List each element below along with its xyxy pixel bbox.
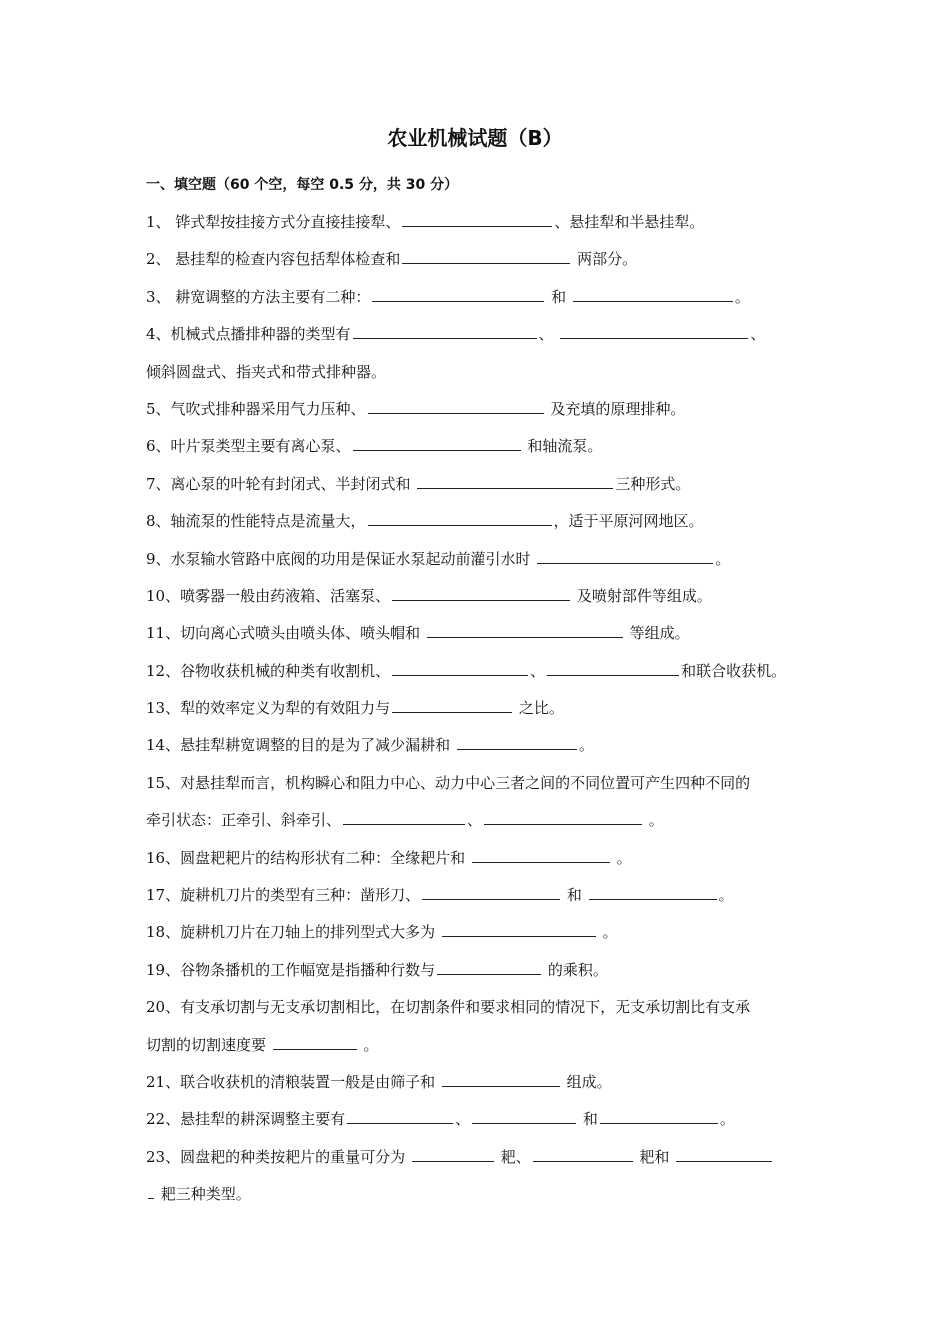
answer-blank[interactable] (589, 883, 717, 900)
question-text: 2、 悬挂犁的检查内容包括犁体检查和 (146, 250, 401, 269)
answer-blank[interactable] (547, 659, 679, 676)
answer-blank[interactable] (560, 322, 748, 339)
answer-blank[interactable] (457, 733, 577, 750)
answer-blank[interactable] (148, 1182, 154, 1199)
question-text: 、 (455, 1110, 471, 1129)
answer-blank[interactable] (402, 210, 552, 227)
question-text: 18、旋耕机刀片在刀轴上的排列型式大多为 (146, 923, 440, 942)
question-line (146, 210, 818, 247)
question-text: 19、谷物条播机的工作幅宽是指播种行数与 (146, 960, 436, 979)
question-text: 切割的切割速度要 (146, 1035, 271, 1054)
section-heading: 一、填空题（60 个空，每空 0.5 分，共 30 分） (146, 177, 459, 193)
answer-blank[interactable] (368, 397, 544, 414)
answer-blank[interactable] (417, 472, 613, 489)
answer-blank[interactable] (392, 659, 528, 676)
question-text: 10、喷雾器一般由药液箱、活塞泵、 (146, 586, 391, 605)
question-text: 、悬挂犁和半悬挂犁。 (554, 213, 705, 231)
question-line (146, 1182, 818, 1219)
question-text: 及充填的原理排种。 (545, 399, 686, 418)
question-text: 两部分。 (572, 250, 638, 269)
answer-blank[interactable] (573, 285, 733, 302)
question-line (146, 995, 818, 1032)
question-text: 7、离心泵的叶轮有封闭式、半封闭式和 (146, 474, 416, 493)
answer-blank[interactable] (273, 1033, 357, 1050)
question-line (146, 1033, 818, 1070)
question-text: 12、谷物收获机械的种类有收割机、 (146, 661, 391, 680)
question-line (146, 322, 818, 359)
question-text: 组成。 (561, 1072, 612, 1091)
answer-blank[interactable] (533, 1145, 633, 1162)
question-text: 13、犁的效率定义为犁的有效阻力与 (146, 699, 391, 718)
question-line (146, 434, 818, 471)
question-text: 23、圆盘耙的种类按耙片的重量可分为 (146, 1147, 410, 1166)
answer-blank[interactable] (392, 696, 512, 713)
answer-blank[interactable] (372, 285, 544, 302)
answer-blank[interactable] (442, 1070, 560, 1087)
question-text: 及喷射部件等组成。 (572, 586, 712, 605)
question-text: 4、机械式点播排种器的类型有 (146, 325, 351, 344)
question-text: 20、有支承切割与无支承切割相比，在切割条件和要求相同的情况下，无支承切割比有支承 (146, 998, 751, 1017)
question-text: 的乘积。 (543, 960, 608, 979)
question-text: 三种形式。 (615, 474, 691, 493)
answer-blank[interactable] (353, 434, 521, 451)
question-text: 和轴流泵。 (522, 437, 603, 456)
question-text: 。 (578, 736, 594, 755)
answer-blank[interactable] (402, 247, 570, 264)
question-text: 耙三种类型。 (156, 1185, 251, 1204)
question-line (146, 846, 818, 883)
question-text: 11、切向离心式喷头由喷头体、喷头帽和 (146, 624, 425, 643)
question-text: 、 (750, 325, 766, 344)
question-text: 1、 铧式犁按挂接方式分直接挂接犁、 (146, 213, 401, 231)
question-line (146, 547, 818, 584)
question-line (146, 1145, 818, 1182)
question-text: 、 (530, 661, 546, 680)
question-line (146, 883, 818, 920)
question-list (146, 210, 818, 1220)
question-text: 、 (538, 325, 559, 344)
question-text: 。 (719, 1110, 735, 1129)
answer-blank[interactable] (343, 808, 465, 825)
question-text: 。 (611, 848, 632, 867)
question-line (146, 808, 818, 845)
answer-blank[interactable] (392, 584, 570, 601)
question-text: 耙、 (495, 1147, 531, 1166)
question-line (146, 621, 818, 658)
question-text: 和 (562, 886, 587, 905)
question-text: 之比。 (514, 699, 564, 718)
question-line (146, 584, 818, 621)
question-text: 9、水泵输水管路中底阀的功用是保证水泵起动前灌引水时 (146, 549, 536, 568)
question-text: 6、叶片泵类型主要有离心泵、 (146, 437, 351, 456)
answer-blank[interactable] (442, 920, 596, 937)
question-text: 8、轴流泵的性能特点是流量大， (146, 512, 366, 531)
question-text: 。 (644, 811, 664, 830)
answer-blank[interactable] (437, 958, 541, 975)
answer-blank[interactable] (676, 1145, 772, 1162)
answer-blank[interactable] (368, 509, 552, 526)
question-line (146, 771, 818, 808)
answer-blank[interactable] (537, 547, 713, 564)
question-line (146, 397, 818, 434)
answer-blank[interactable] (347, 1107, 453, 1124)
question-line (146, 659, 818, 696)
question-line (146, 958, 818, 995)
question-text: 。 (358, 1035, 379, 1054)
question-text: 和 (578, 1110, 598, 1129)
question-text: 16、圆盘耙耙片的结构形状有二种：全缘耙片和 (146, 848, 470, 867)
question-text: 5、气吹式排种器采用气力压种、 (146, 399, 366, 418)
question-line (146, 1070, 818, 1107)
question-text: 14、悬挂犁耕宽调整的目的是为了减少漏耕和 (146, 736, 455, 755)
answer-blank[interactable] (412, 1145, 494, 1162)
answer-blank[interactable] (353, 322, 537, 339)
question-text: 3、 耕宽调整的方法主要有二种： (146, 287, 371, 306)
question-text: 。 (715, 549, 731, 568)
question-text: 和 (546, 287, 571, 306)
answer-blank[interactable] (472, 1107, 576, 1124)
answer-blank[interactable] (472, 846, 610, 863)
question-line (146, 733, 818, 770)
answer-blank[interactable] (427, 621, 623, 638)
question-text: 。 (718, 886, 734, 905)
question-line (146, 1107, 818, 1144)
question-text: 等组成。 (624, 624, 690, 643)
question-text: 。 (597, 923, 618, 942)
question-line (146, 285, 818, 322)
question-text: 17、旋耕机刀片的类型有三种：凿形刀、 (146, 886, 421, 905)
question-text: 22、悬挂犁的耕深调整主要有 (146, 1110, 346, 1129)
question-text: 耙和 (634, 1147, 675, 1166)
answer-blank[interactable] (484, 808, 642, 825)
question-line (146, 696, 818, 733)
question-line (146, 509, 818, 546)
question-line (146, 472, 818, 509)
document-title: 农业机械试题（B） (387, 126, 563, 150)
question-text: 21、联合收获机的清粮装置一般是由筛子和 (146, 1072, 440, 1091)
question-text: 倾斜圆盘式、指夹式和带式排种器。 (146, 362, 387, 381)
answer-blank[interactable] (600, 1107, 718, 1124)
question-text: ，适于平原河网地区。 (553, 512, 704, 531)
question-line (146, 360, 818, 397)
answer-blank[interactable] (422, 883, 560, 900)
question-text: 、 (467, 811, 483, 830)
question-text: 。 (734, 287, 750, 306)
question-text: 和联合收获机。 (681, 661, 787, 680)
question-line (146, 920, 818, 957)
question-line (146, 247, 818, 284)
question-text: 牵引状态：正牵引、斜牵引、 (146, 811, 342, 830)
question-text: 15、对悬挂犁而言，机构瞬心和阻力中心、动力中心三者之间的不同位置可产生四种不同的 (146, 773, 751, 792)
